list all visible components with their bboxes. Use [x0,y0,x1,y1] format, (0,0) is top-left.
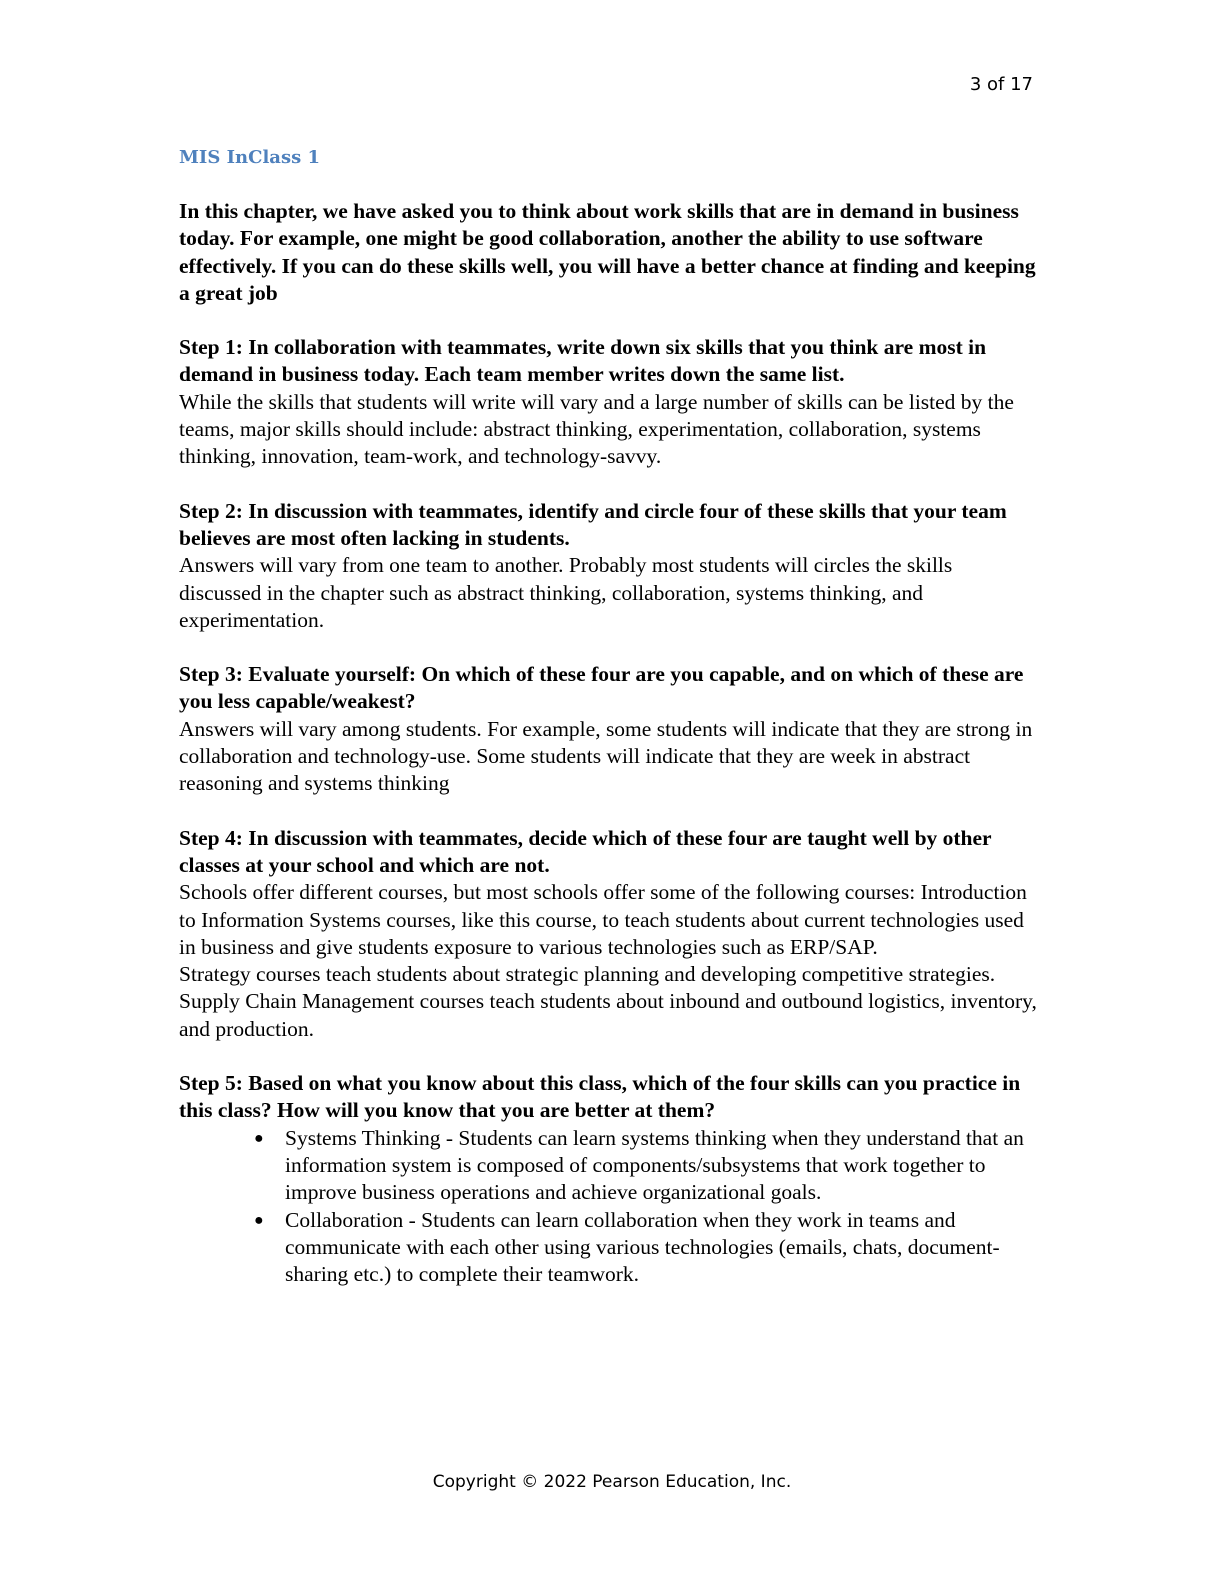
step-answer: Supply Chain Management courses teach students about inbound and outbound logistics, inventory, and production. [179,989,1037,1041]
step-2 [179,498,1039,634]
bullet-icon: ● [254,1211,264,1229]
bullet-list [179,1125,1039,1289]
step-question: Step 5: Based on what you know about this class, which of the four skills can you practice in this class? How will you know that you are better at them? [179,1071,1021,1123]
step-question: Step 4: In discussion with teammates, decide which of these four are taught well by other classes at your school and which are not. [179,825,992,877]
list-item [254,1207,1039,1289]
page-content [179,144,1039,1315]
list-item [254,1125,1039,1207]
step-1 [179,334,1039,470]
step-question: Step 1: In collaboration with teammates, write down six skills that you think are most in demand in business today. Each team member writes down the same list. [179,335,987,387]
intro-paragraph: In this chapter, we have asked you to think about work skills that are in demand in business today. For example, one might be good collaboration, another the ability to use software effectively. If you can do these skills well, you will have a better chance at finding and keeping a great job [179,199,1036,305]
step-question: Step 3: Evaluate yourself: On which of these four are you capable, and on which of these are you less capable/weakest? [179,662,1024,714]
list-item-text: Systems Thinking - Students can learn systems thinking when they understand that an information system is composed of components/subsystems that work together to improve business operations and achieve organizational goals. [285,1125,1024,1205]
step-answer: Answers will vary from one team to another. Probably most students will circles the skills discussed in the chapter such as abstract thinking, collaboration, systems thinking, and experimentation. [179,553,953,632]
bullet-icon: ● [254,1129,264,1147]
page-number: 3 of 17 [969,74,1033,95]
step-answer: Schools offer different courses, but most schools offer some of the following courses: Introduction to Information Systems courses, like this course, to teach students about current technologies used in business and give students exposure to various technologies such as ERP/SAP. [179,880,1027,959]
step-answer: While the skills that students will write will vary and a large number of skills can be listed by the teams, major skills should include: abstract thinking, experimentation, collaboration, systems thinking, innovation, team-work, and technology-savvy. [179,389,1014,469]
step-5 [179,1070,1039,1288]
step-4 [179,825,1039,1043]
list-item-text: Collaboration - Students can learn collaboration when they work in teams and communicate with each other using various technologies (emails, chats, document-sharing etc.) to complete their teamwork. [285,1207,1000,1287]
step-answer: Strategy courses teach students about strategic planning and developing competitive strategies. [179,962,996,987]
step-question: Step 2: In discussion with teammates, identify and circle four of these skills that your team believes are most often lacking in students. [179,498,1007,550]
copyright-footer: Copyright © 2022 Pearson Education, Inc. [432,1472,792,1492]
step-3 [179,661,1039,797]
step-answer: Answers will vary among students. For example, some students will indicate that they are strong in collaboration and technology-use. Some students will indicate that they are week in abstract reasoning and systems thinking [179,716,1033,796]
section-heading: MIS InClass 1 [179,147,321,168]
